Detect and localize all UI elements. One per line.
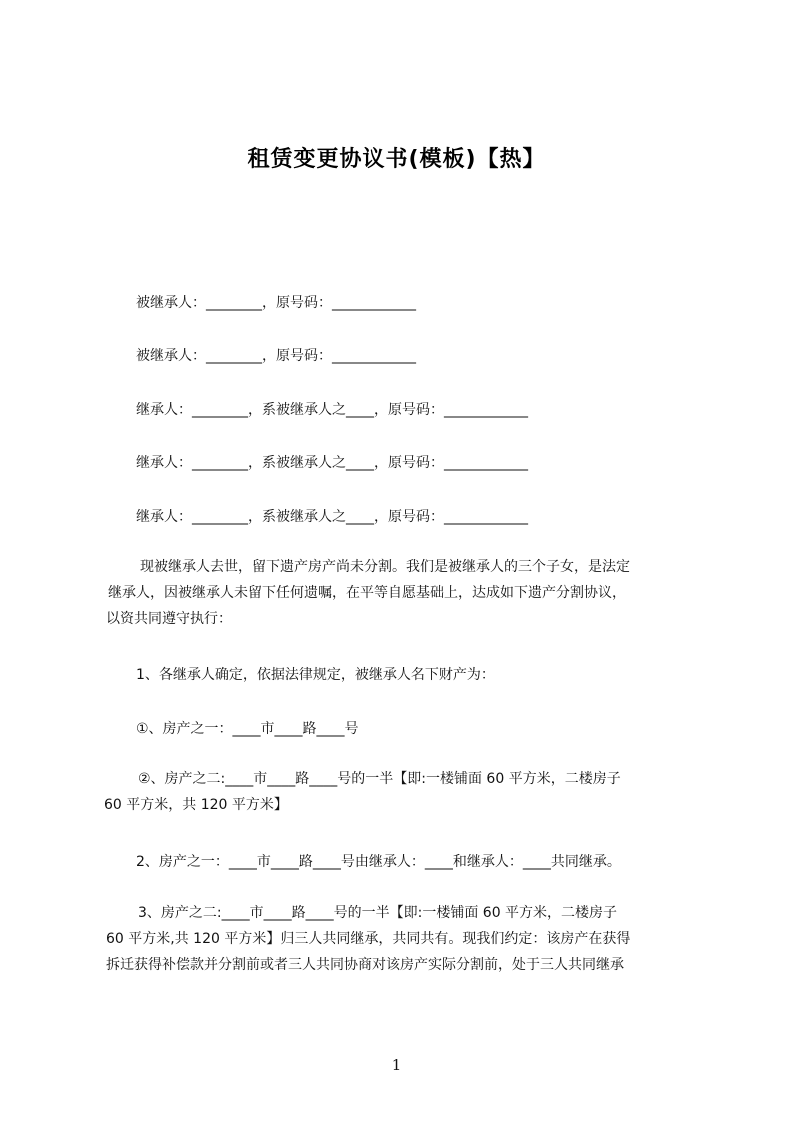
intro-line-2: 继承人，因被继承人未留下任何遗嘱，在平等自愿基础上，达成如下遗产分割协议， bbox=[108, 585, 626, 601]
field-line-decedent-2: 被继承人：________，原号码：____________ bbox=[136, 348, 416, 364]
clause-3-line-3: 拆迁获得补偿款并分割前或者三人共同协商对该房产实际分割前，处于三人共同继承 bbox=[106, 957, 624, 973]
clause-2: 2、房产之一：____市____路____号由继承人：____和继承人：____共同继承。 bbox=[136, 854, 621, 870]
intro-paragraph bbox=[106, 554, 630, 632]
document-title: 租赁变更协议书(模板)【热】 bbox=[247, 147, 546, 172]
field-line-heir-3: 继承人：________，系被继承人之____，原号码：____________ bbox=[136, 509, 528, 525]
property-item-1: ①、房产之一：____市____路____号 bbox=[136, 721, 359, 737]
clause-3-line-2: 60 平方米,共 120 平方米】归三人共同继承，共同共有。现我们约定：该房产在获得 bbox=[106, 931, 631, 947]
clause-3-line-1: 3、房产之二:____市____路____号的一半【即:一楼铺面 60 平方米，二楼房子 bbox=[138, 905, 618, 921]
field-line-heir-1: 继承人：________，系被继承人之____，原号码：____________ bbox=[136, 402, 528, 418]
clause-3 bbox=[106, 900, 630, 978]
field-line-heir-2: 继承人：________，系被继承人之____，原号码：____________ bbox=[136, 455, 528, 471]
clause-1: 1、各继承人确定，依据法律规定，被继承人名下财产为： bbox=[136, 667, 495, 683]
field-line-decedent-1: 被继承人：________，原号码：____________ bbox=[136, 295, 416, 311]
property-item-2-line-2: 60 平方米，共 120 平方米】 bbox=[104, 797, 288, 813]
page-number: 1 bbox=[391, 1056, 402, 1074]
intro-line-3: 以资共同遵守执行： bbox=[106, 611, 232, 627]
intro-line-1: 现被继承人去世，留下遗产房产尚未分割。我们是被继承人的三个子女，是法定 bbox=[140, 559, 630, 575]
property-item-2-line-1: ②、房产之二:____市____路____号的一半【即:一楼铺面 60 平方米，二楼房子 bbox=[138, 771, 621, 787]
property-item-2 bbox=[104, 766, 621, 818]
